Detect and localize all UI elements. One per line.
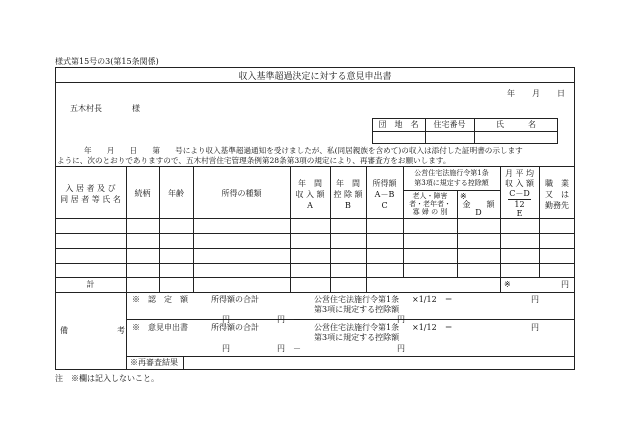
header-monthly-average-5: E — [516, 209, 523, 218]
re-examination-result: ※再審査結果 — [130, 358, 178, 367]
header-monthly-average-2: 収 入 額 — [504, 179, 535, 188]
remarks-row2-yen3: 円 — [397, 344, 405, 353]
date-year: 年 — [507, 89, 515, 98]
header-annual-income-2: 収 入 額 — [295, 190, 325, 199]
remarks-row2-deduction-2: 第3項に規定する控除額 — [314, 333, 400, 342]
body-line-2: ように、次のとおりでありますので、五木村営住宅管理条例第28条第3項の規定により、再審査方をお願いします。 — [57, 156, 451, 165]
header-deduction-amount-2: D — [475, 208, 482, 217]
remarks-row1-formula: ×1/12 ＝ — [412, 295, 453, 304]
date-month: 月 — [532, 89, 540, 98]
header-income-amount-2: A－B — [374, 190, 395, 199]
header-income-type: 所得の種類 — [221, 189, 262, 198]
header-annual-income-3: A — [307, 201, 313, 210]
header-income-amount-1: 所得額 — [372, 179, 397, 188]
header-employer-3: 勤務先 — [545, 201, 569, 210]
remarks-label-2: 考 — [117, 326, 125, 335]
remarks-row2-formula: ×1/12 ＝ — [412, 323, 453, 332]
remarks-label-1: 備 — [60, 326, 68, 335]
header-deduction-items-2: 者・老年者・ — [409, 200, 451, 208]
remarks-row2-label: ※ 意見申出書 — [132, 323, 188, 332]
header-relation: 続柄 — [134, 189, 151, 198]
remarks-row2-deduction-1: 公営住宅法施行令第1条 — [314, 323, 400, 332]
remarks-row1-deduction-2: 第3項に規定する控除額 — [314, 305, 400, 314]
header-deduction-items-1: 老人・障害 — [412, 192, 448, 200]
jutaku-label: 住宅番号 — [433, 120, 466, 129]
header-annual-deduction-1: 年 間 — [336, 179, 360, 188]
remarks-row2-yen2: 円 — [222, 344, 230, 353]
total-yen: 円 — [561, 280, 569, 289]
danchi-label: 団 地 名 — [378, 120, 419, 129]
header-deduction-mark: ※ — [460, 192, 467, 201]
header-public-housing-2: 第3項に規定する控除額 — [414, 179, 489, 187]
remarks-row2-yen: 円 — [531, 323, 539, 332]
remarks-row1-income-total: 所得額の合計 — [211, 295, 259, 304]
body-line-1: 年 月 日 第 号により収入基準超過通知を受けましたが、私(同居親族を含めて)の収入は添付した証明書の示します — [84, 146, 523, 155]
shimei-label: 氏 名 — [496, 120, 536, 129]
addressee-name: 五木村長 — [70, 104, 102, 113]
header-annual-income-1: 年 間 — [298, 179, 322, 188]
header-employer-1: 職 業 — [545, 179, 569, 188]
remarks-row1-deduction-1: 公営住宅法施行令第1条 — [314, 295, 400, 304]
header-income-amount-3: C — [381, 201, 388, 210]
page-title: 収入基準超過決定に対する意見申出書 — [238, 72, 392, 82]
footnote: 注 ※欄は記入しないこと。 — [55, 374, 159, 383]
header-deduction-items-3: 寡 婦 の 別 — [412, 208, 448, 216]
addressee-honorific: 様 — [132, 104, 140, 113]
remarks-row2-minus: 円 － — [277, 344, 301, 353]
remarks-row1-yen: 円 — [531, 295, 539, 304]
form-number: 様式第15号の3(第15条関係) — [55, 57, 159, 66]
remarks-row1-label: ※ 認 定 額 — [132, 295, 188, 304]
remarks-row1-minus: 円 － — [277, 315, 301, 324]
header-monthly-average-3: C－D — [509, 189, 530, 198]
header-name-1: 入 居 者 及 び — [65, 184, 116, 193]
header-annual-deduction-3: B — [345, 201, 351, 210]
remarks-row1-yen2: 円 — [222, 315, 230, 324]
remarks-row1-yen3: 円 — [397, 315, 405, 324]
header-annual-deduction-2: 控 除 額 — [333, 190, 363, 199]
header-public-housing-1: 公営住宅法施行令第1条 — [414, 169, 489, 177]
header-age: 年齢 — [168, 189, 184, 198]
header-deduction-amount-1: 金 額 — [462, 200, 495, 209]
date-day: 日 — [557, 89, 565, 98]
remarks-row2-income-total: 所得額の合計 — [211, 323, 259, 332]
header-monthly-average-1: 月 平 均 — [504, 169, 535, 178]
total-label: 計 — [86, 280, 95, 289]
header-employer-2: 又 は — [545, 190, 569, 199]
header-monthly-average-4: 12 — [514, 200, 525, 209]
header-name-2: 同 居 者 等 氏 名 — [60, 195, 121, 204]
total-mark: ※ — [504, 280, 511, 289]
